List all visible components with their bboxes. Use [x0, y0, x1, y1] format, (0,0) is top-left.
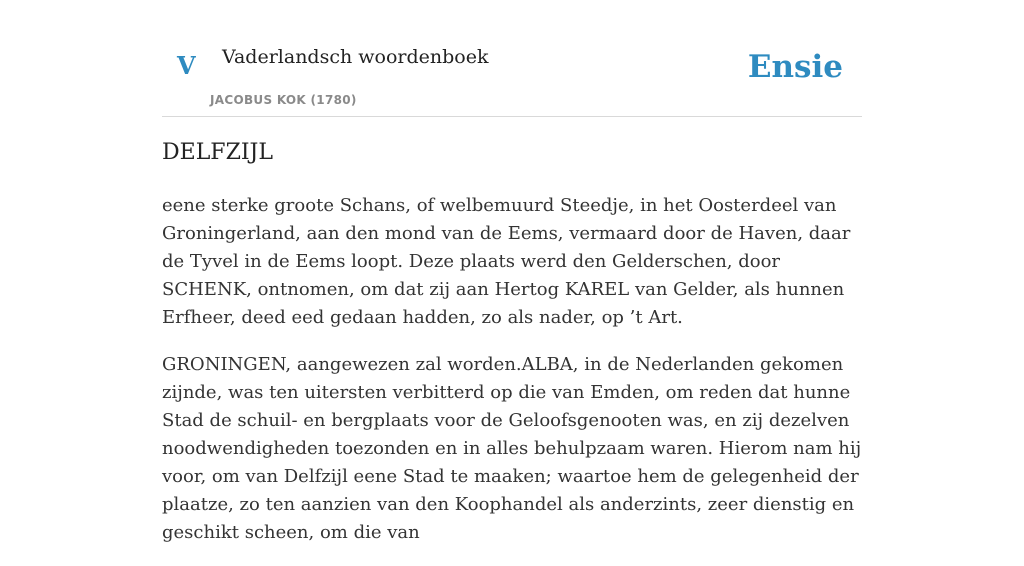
page-header — [162, 0, 862, 117]
entry-body — [162, 192, 862, 566]
brand-logo-link[interactable]: Ensie — [747, 49, 843, 85]
entry-paragraph: GRONINGEN, aangewezen zal worden.ALBA, in de Nederlanden gekomen zijnde, was ten uitersten verbitterd op die van Emden, om reden dat hunne Stad de schuil- en bergplaats voor de Geloofsgenooten was, en zij dezelven noodwendigheden toezonden en in alles behulpzaam waren. Hierom nam hij voor, om van Delfzijl eene Stad te maaken; waartoe hem de gelegenheid der plaatze, zo ten aanzien van den Koophandel als anderzints, zeer dienstig en geschikt scheen, om die van — [162, 354, 862, 543]
book-author: JACOBUS KOK (1780) — [210, 93, 357, 107]
entry-paragraph: eene sterke groote Schans, of welbemuurd Steedje, in het Oosterdeel van Groningerland, aan den mond van de Eems, vermaard door de Haven, daar de Tyvel in de Eems loopt. Deze plaats werd den Gelderschen, door SCHENK, ontnomen, om dat zij aan Hertog KAREL van Gelder, als hunnen Erfheer, deed eed gedaan hadden, zo als nader, op ’t Art. — [162, 195, 851, 328]
book-title-link[interactable]: Vaderlandsch woordenboek — [222, 46, 489, 68]
book-logo[interactable]: V — [177, 51, 196, 80]
page — [162, 0, 862, 543]
entry-title: DELFZIJL — [162, 140, 273, 165]
